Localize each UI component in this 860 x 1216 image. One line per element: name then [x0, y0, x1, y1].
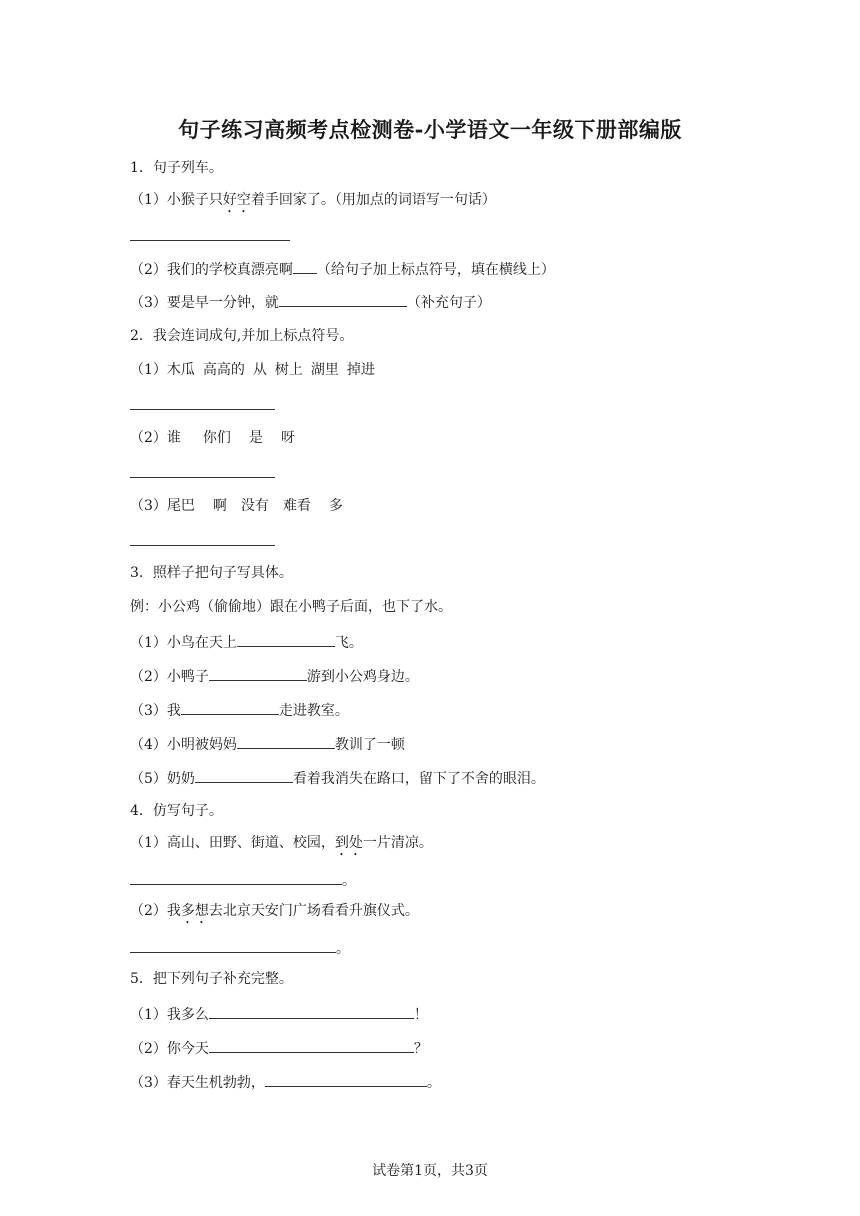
- q3-s2-text: （2）小鸭子: [130, 669, 209, 685]
- q4-s1-dotted-word: 到处: [334, 835, 363, 851]
- q4-s2-text-end: 去北京天安门广场看看升旗仪式。: [208, 903, 419, 919]
- question-4-item-1: [130, 833, 433, 859]
- q3-s5-text-end: 看着我消失在路口，留下了不舍的眼泪。: [292, 771, 545, 787]
- answer-line-q2-1[interactable]: [130, 409, 275, 410]
- word: （3）尾巴: [130, 498, 195, 514]
- question-2-item-1: [130, 360, 375, 380]
- q3-s4-text-end: 教训了一顿: [334, 737, 405, 753]
- word: （1）木瓜: [130, 362, 195, 378]
- q1-s1-text: （1）小猴子只: [130, 192, 223, 208]
- answer-blank-q5-1[interactable]: [209, 1003, 414, 1019]
- word: 高高的: [202, 362, 245, 378]
- answer-blank-q3-2[interactable]: [209, 665, 307, 681]
- word: 啊: [212, 498, 227, 514]
- question-3-example: 例：小公鸡（偷偷地）跟在小鸭子后面，也下了水。: [130, 599, 452, 615]
- q3-s2-text-end: 游到小公鸡身边。: [306, 669, 419, 685]
- question-4-answer-1: [130, 869, 356, 891]
- q3-s4-text: （4）小明被妈妈: [130, 737, 237, 753]
- word: 你们: [202, 430, 231, 446]
- question-3-item-2: [130, 665, 419, 687]
- word: （2）谁: [130, 430, 181, 446]
- answer-blank-q3-3[interactable]: [181, 699, 279, 715]
- answer-line-q2-3[interactable]: [130, 545, 275, 546]
- q4-s2-dotted-word: 多想: [180, 903, 209, 919]
- word: 从: [252, 362, 267, 378]
- q1-s3-instruction: （补充句子）: [406, 295, 491, 311]
- q4-s1-text: （1）高山、田野、街道、校园，: [130, 835, 335, 851]
- word: 难看: [282, 498, 311, 514]
- question-4-answer-2: [130, 937, 350, 959]
- answer-blank-q5-3[interactable]: [265, 1071, 427, 1087]
- answer-blank-q1-3[interactable]: [279, 291, 407, 307]
- answer-blank-q1-2[interactable]: [293, 258, 317, 274]
- q3-s1-text: （1）小鸟在天上: [130, 635, 237, 651]
- question-3-item-4: [130, 733, 405, 755]
- question-5-item-1: [130, 1003, 428, 1025]
- word: 掉进: [346, 362, 375, 378]
- question-1-item-3: [130, 291, 491, 313]
- word: 是: [248, 430, 263, 446]
- q1-s1-instruction: 着手回家了。（用加点的词语写一句话）: [250, 192, 496, 208]
- answer-line-q2-2[interactable]: [130, 477, 275, 478]
- word: 湖里: [310, 362, 339, 378]
- q1-s2-text: （2）我们的学校真漂亮啊: [130, 262, 293, 278]
- word: 多: [328, 498, 343, 514]
- word: 没有: [240, 498, 269, 514]
- question-5-item-3: [130, 1071, 441, 1093]
- q5-s2-text: （2）你今天: [130, 1041, 209, 1057]
- answer-blank-q4-2[interactable]: [130, 937, 336, 953]
- q1-s1-dotted-word: 好空: [222, 192, 251, 208]
- q4-s1-text-end: 一片清凉。: [362, 835, 433, 851]
- q5-s1-punct: ！: [413, 1007, 428, 1023]
- page-footer: 试卷第1页，共3页: [372, 1163, 488, 1179]
- question-1-heading: 1．句子列车。: [130, 160, 223, 176]
- answer-blank-q3-1[interactable]: [237, 631, 335, 647]
- question-5-item-2: [130, 1037, 428, 1059]
- answer-blank-q3-5[interactable]: [195, 767, 293, 783]
- question-3-heading: 3．照样子把句子写具体。: [130, 565, 293, 581]
- q5-s2-punct: ？: [413, 1041, 428, 1057]
- question-1-item-1: [130, 190, 496, 216]
- q3-s1-text-end: 飞。: [334, 635, 363, 651]
- answer-blank-q5-2[interactable]: [209, 1037, 414, 1053]
- word: 树上: [274, 362, 303, 378]
- q1-s2-instruction: （给句子加上标点符号，填在横线上）: [316, 262, 555, 278]
- q4-a2-period: 。: [336, 941, 350, 957]
- answer-line-q1-1[interactable]: [130, 240, 290, 241]
- q4-a1-period: 。: [342, 873, 356, 889]
- question-4-item-2: [130, 901, 419, 927]
- q3-s3-text: （3）我: [130, 703, 181, 719]
- q1-s3-text: （3）要是早一分钟，就: [130, 295, 279, 311]
- q3-s5-text: （5）奶奶: [130, 771, 195, 787]
- q5-s3-text: （3）春天生机勃勃，: [130, 1075, 265, 1091]
- question-3-item-1: [130, 631, 363, 653]
- question-2-item-2: [130, 428, 295, 448]
- question-5-heading: 5．把下列句子补充完整。: [130, 971, 293, 987]
- question-2-item-3: [130, 496, 343, 516]
- q5-s1-text: （1）我多么: [130, 1007, 209, 1023]
- question-2-heading: 2．我会连词成句,并加上标点符号。: [130, 328, 354, 344]
- question-3-item-3: [130, 699, 349, 721]
- answer-blank-q3-4[interactable]: [237, 733, 335, 749]
- q3-s3-text-end: 走进教室。: [278, 703, 349, 719]
- question-1-item-2: [130, 258, 555, 280]
- question-4-heading: 4．仿写句子。: [130, 803, 223, 819]
- word: 呀: [280, 430, 295, 446]
- q4-s2-text: （2）我: [130, 903, 181, 919]
- page-title: 句子练习高频考点检测卷-小学语文一年级下册部编版: [178, 117, 682, 142]
- q5-s3-punct: 。: [426, 1075, 441, 1091]
- answer-blank-q4-1[interactable]: [130, 869, 342, 885]
- question-3-item-5: [130, 767, 545, 789]
